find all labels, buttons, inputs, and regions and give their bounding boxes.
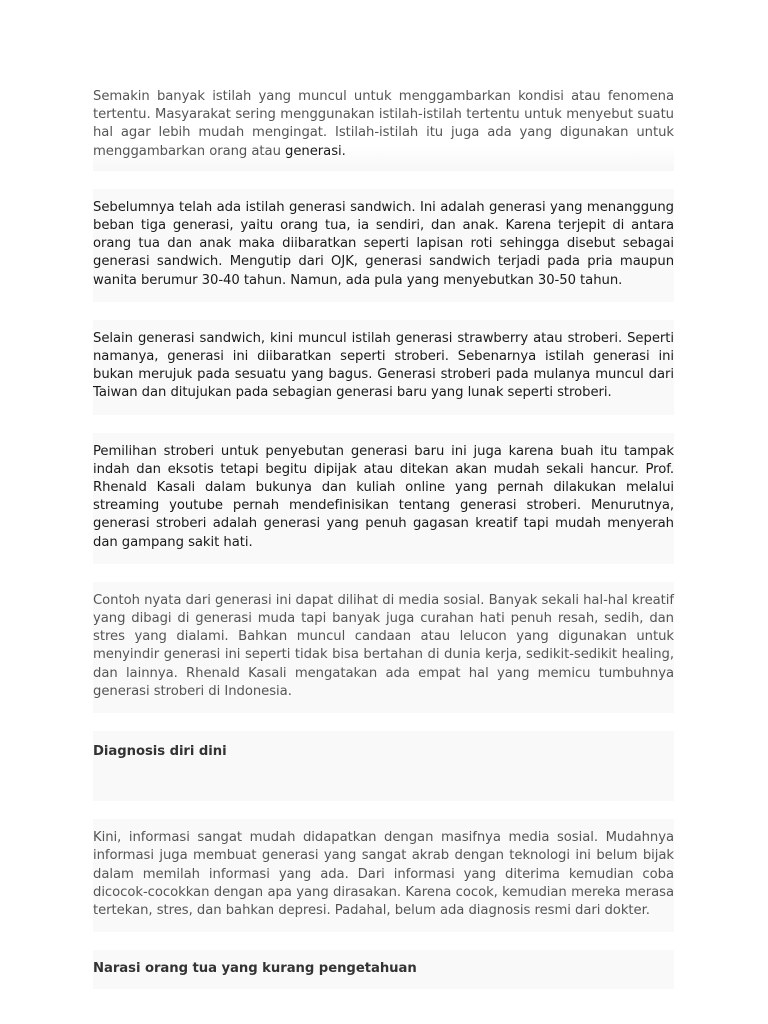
paragraph-block-4 [93,433,674,564]
paragraph-block-3 [93,320,674,415]
paragraph-information: Kini, informasi sangat mudah didapatkan dengan masifnya media sosial. Mudahnya informasi juga membuat generasi yang sangat akrab dengan teknologi ini belum bijak dalam memilah informasi yang ada. Dari informasi yang diterima kemudian coba dicocok-cocokkan dengan apa yang dirasakan. Karena cocok, kemudian mereka merasa tertekan, stres, dan bahkan depresi. Padahal, belum ada diagnosis resmi dari dokter. [93,830,674,919]
paragraph-block-1 [93,88,674,171]
paragraph-strawberry: Selain generasi sandwich, kini muncul istilah generasi strawberry atau stroberi. Seperti namanya, generasi ini diibaratkan seperti stroberi. Sebenarnya istilah generasi ini bukan merujuk pada sesuatu yang bagus. Generasi stroberi pada mulanya muncul dari Taiwan dan ditujukan pada sebagian generasi baru yang lunak seperti stroberi. [93,330,674,401]
section-heading-diagnosis: Diagnosis diri dini [93,744,227,760]
paragraph-social-media: Contoh nyata dari generasi ini dapat dilihat di media sosial. Banyak sekali hal-hal kreatif yang dibagi di generasi muda tapi banyak juga curahan hati penuh resah, sedih, dan stres yang dialami. Bahkan muncul candaan atau lelucon yang digunakan untuk menyindir generasi ini seperti tidak bisa bertahan di dunia kerja, sedikit-sedikit healing, dan lainnya. Rhenald Kasali mengatakan ada empat hal yang memicu tumbuhnya generasi stroberi di Indonesia. [93,592,674,699]
paragraph-block-5 [93,582,674,713]
paragraph-intro-tail: generasi. [285,143,346,159]
section-heading-parents: Narasi orang tua yang kurang pengetahuan [93,961,417,977]
paragraph-block-2 [93,189,674,302]
paragraph-block-6 [93,819,674,932]
heading-block-2 [93,950,674,988]
article-body [93,88,674,1007]
paragraph-intro [93,88,674,161]
paragraph-intro-text: Semakin banyak istilah yang muncul untuk menggambarkan kondisi atau fenomena tertentu. Masyarakat sering menggunakan istilah-istilah tertentu untuk menyebut suatu hal agar lebih mudah mengingat. Istilah-istilah itu juga ada yang digunakan untuk menggambarkan orang atau [93,89,674,159]
paragraph-sandwich: Sebelumnya telah ada istilah generasi sandwich. Ini adalah generasi yang menanggung beban tiga generasi, yaitu orang tua, ia sendiri, dan anak. Karena terjepit di antara orang tua dan anak maka diibaratkan seperti lapisan roti sehingga disebut sebagai generasi sandwich. Mengutip dari OJK, generasi sandwich terjadi pada pria maupun wanita berumur 30-40 tahun. Namun, ada pula yang menyebutkan 30-50 tahun. [93,199,674,288]
heading-block-1 [93,731,674,801]
paragraph-strawberry-choice: Pemilihan stroberi untuk penyebutan generasi baru ini juga karena buah itu tampak indah dan eksotis tetapi begitu dipijak atau ditekan akan mudah sekali hancur. Prof. Rhenald Kasali dalam bukunya dan kuliah online yang pernah dilakukan melalui streaming youtube pernah mendefinisikan tentang generasi stroberi. Menurutnya, generasi stroberi adalah generasi yang penuh gagasan kreatif tapi mudah menyerah dan gampang sakit hati. [93,443,674,550]
